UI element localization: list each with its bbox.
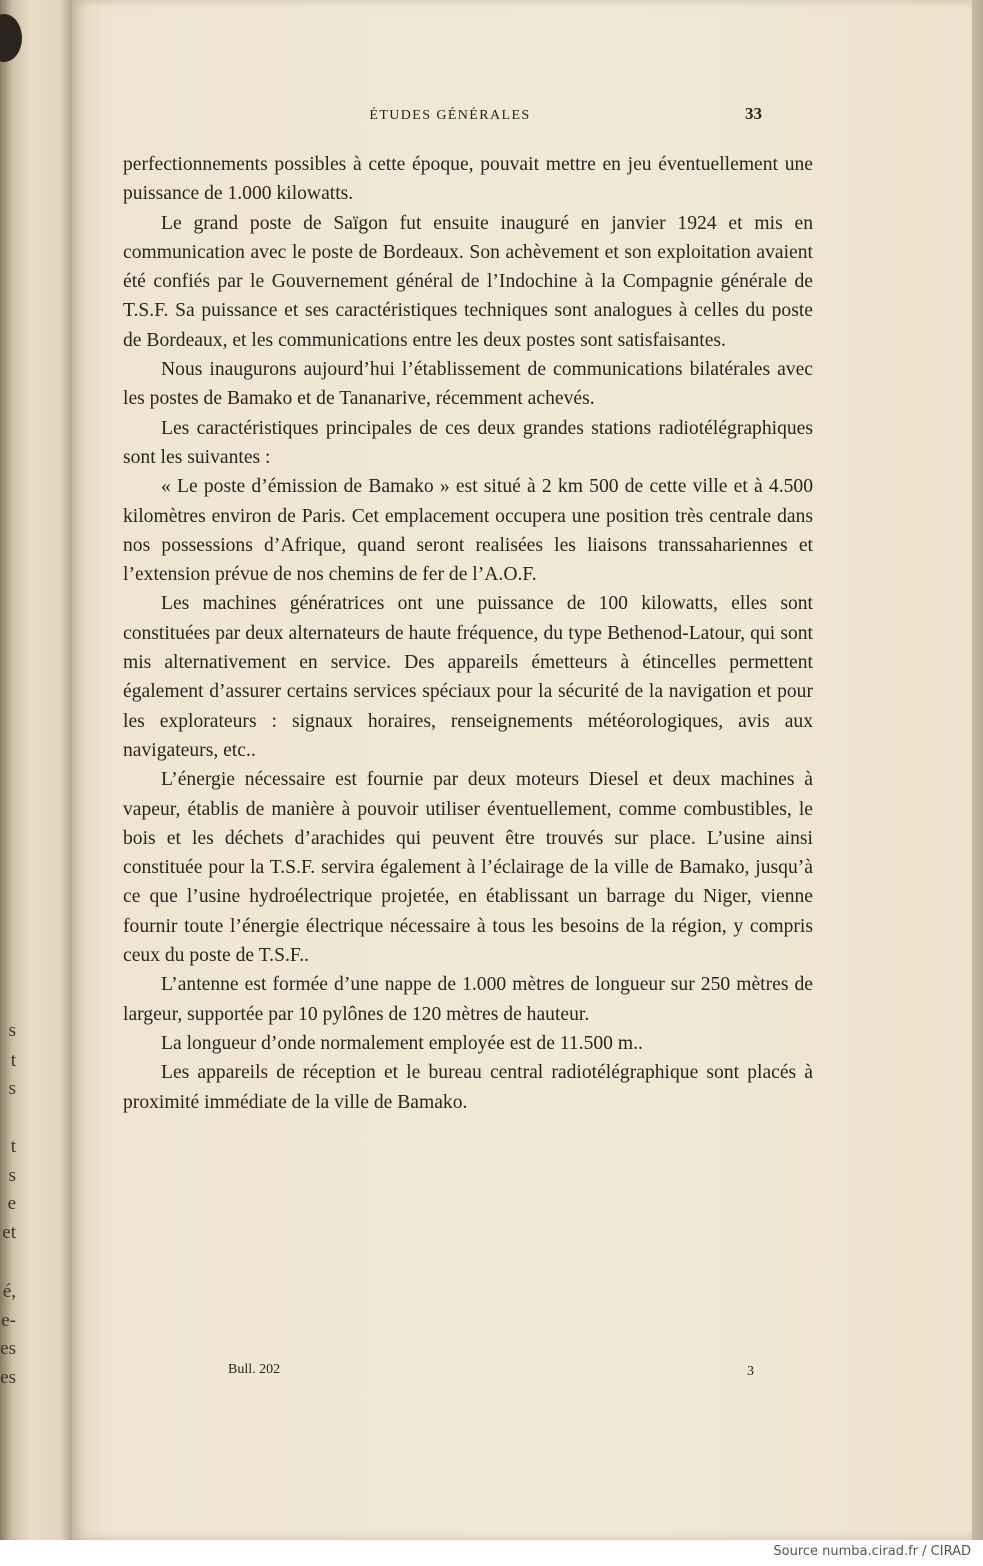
paragraph: Nous inaugurons aujourd’hui l’établissement de communications bilatérales avec les postes de Bamako et de Tananarive, récemment achevés. xyxy=(123,359,813,410)
paragraph: perfectionnements possibles à cette époque, pouvait mettre en jeu éventuellement une puissance de 1.000 kilowatts. xyxy=(123,154,813,205)
left-page-fragment: e- xyxy=(1,1310,16,1331)
paragraph: Le grand poste de Saïgon fut ensuite inauguré en janvier 1924 et mis en communication avec le poste de Bordeaux. Son achèvement et son exploitation avaient été confiés par le Gouvernement général de l’Indochine à la Compagnie générale de T.S.F. Sa puissance et ses caractéristiques techniques sont analogues à celles du poste de Bordeaux, et les communications entre les deux postes sont satisfaisantes. xyxy=(123,212,813,351)
left-page-fragment: e xyxy=(7,1193,16,1214)
left-page-fragment: s xyxy=(8,1020,16,1041)
running-head: ÉTUDES GÉNÉRALES xyxy=(369,108,531,123)
page-number: 33 xyxy=(745,104,762,123)
paragraph: Les caractéristiques principales de ces deux grandes stations radiotélégraphiques sont les suivantes : xyxy=(123,417,813,468)
paragraph: Les appareils de réception et le bureau central radiotélégraphique sont placés à proximité immédiate de la ville de Bamako. xyxy=(123,1062,813,1113)
left-page-edge xyxy=(0,0,72,1540)
bulletin-number: Bull. 202 xyxy=(228,1362,281,1377)
paragraph: La longueur d’onde normalement employée est de 11.500 m.. xyxy=(161,1032,643,1054)
paragraph: L’énergie nécessaire est fournie par deux moteurs Diesel et deux machines à vapeur, établis de manière à pouvoir utiliser éventuellement, comme combustibles, le bois et les déchets d’arachides qui peuvent être trouvés sur place. L’usine ainsi constituée pour la T.S.F. servira également à l’éclairage de la ville de Bamako, jusqu’à ce que l’usine hydroélectrique projetée, en établissant un barrage du Niger, vienne fournir toute l’énergie électrique nécessaire à tous les besoins de la région, y compris ceux du poste de T.S.F.. xyxy=(123,769,813,967)
body-text xyxy=(123,150,813,1117)
left-page-fragment: t xyxy=(10,1136,16,1157)
paragraph: « Le poste d’émission de Bamako » est situé à 2 km 500 de cette ville et à 4.500 kilomètres environ de Paris. Cet emplacement occupera une position très centrale dans nos possessions d’Afrique, quand seront realisées les liaisons transsahariennes et l’extension prévue de nos chemins de fer de l’A.O.F. xyxy=(123,476,813,586)
paragraph: Les machines génératrices ont une puissance de 100 kilowatts, elles sont constituées par deux alternateurs de haute fréquence, du type Bethenod-Latour, qui sont mis alternativement en service. Des appareils émetteurs à étincelles permettent également d’assurer certains services spéciaux pour la sécurité de la navigation et pour les explorateurs : signaux horaires, renseignements météorologiques, avis aux navigateurs, etc.. xyxy=(123,593,813,761)
left-page-fragment: t xyxy=(10,1050,16,1071)
left-page-fragment: es xyxy=(0,1367,16,1388)
page-edge-right xyxy=(972,0,983,1540)
paragraph: L’antenne est formée d’une nappe de 1.000 mètres de longueur sur 250 mètres de largeur, supportée par 10 pylônes de 120 mètres de hauteur. xyxy=(123,974,813,1025)
binding-mark xyxy=(0,14,22,62)
left-page-fragment: é, xyxy=(2,1281,16,1302)
source-credit: Source numba.cirad.fr / CIRAD xyxy=(773,1544,971,1559)
left-page-fragment: et xyxy=(2,1222,16,1243)
left-page-fragment: s xyxy=(8,1078,16,1099)
signature-mark: 3 xyxy=(747,1364,754,1379)
left-page-fragment: s xyxy=(8,1165,16,1186)
left-page-fragment: es xyxy=(0,1338,16,1359)
